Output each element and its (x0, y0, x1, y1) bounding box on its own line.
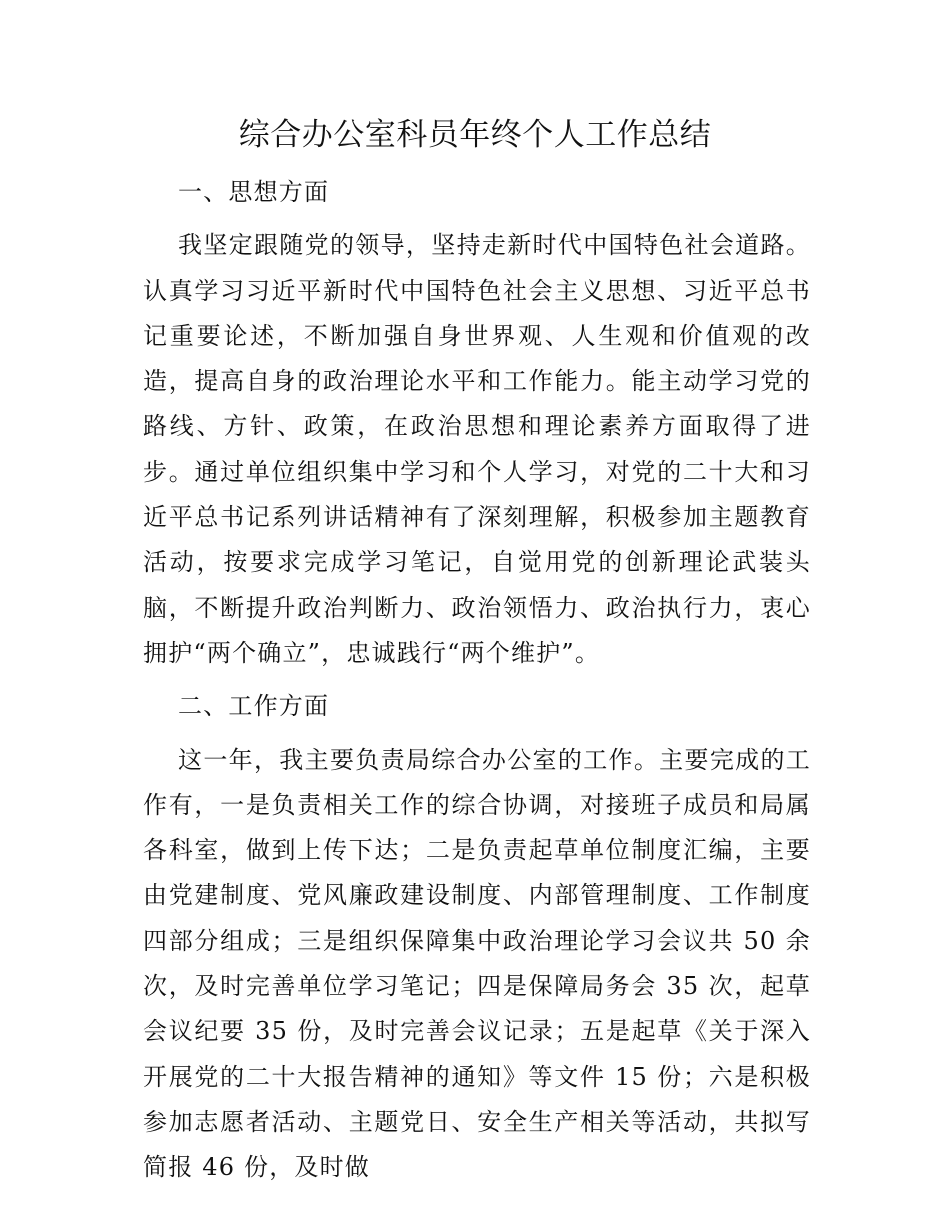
section-paragraph-work: 这一年，我主要负责局综合办公室的工作。主要完成的工作有，一是负责相关工作的综合协调，对接班子成员和局属各科室，做到上传下达；二是负责起草单位制度汇编，主要由党建制度、党风廉政建设制度、内部管理制度、工作制度四部分组成；三是组织保障集中政治理论学习会议共 50 余次，及时完善单位学习笔记；四是保障局务会 35 次，起草会议纪要 35 份，及时完善会议记录；五是起草《关于深入开展党的二十大报告精神的通知》等文件 15 份；六是积极参加志愿者活动、主题党日、安全生产相关等活动，共拟写简报 46 份，及时做 (143, 745, 811, 1182)
document-title: 综合办公室科员年终个人工作总结 (238, 117, 712, 153)
document-body (143, 170, 811, 1199)
section-heading-work: 二、工作方面 (178, 692, 330, 721)
section-paragraph-thought: 我坚定跟随党的领导，坚持走新时代中国特色社会道路。认真学习习近平新时代中国特色社会主义思想、习近平总书记重要论述，不断加强自身世界观、人生观和价值观的改造，提高自身的政治理论水平和工作能力。能主动学习党的路线、方针、政策，在政治思想和理论素养方面取得了进步。通过单位组织集中学习和个人学习，对党的二十大和习近平总书记系列讲话精神有了深刻理解，积极参加主题教育活动，按要求完成学习笔记，自觉用党的创新理论武装头脑，不断提升政治判断力、政治领悟力、政治执行力，衷心拥护“两个确立”，忠诚践行“两个维护”。 (143, 231, 811, 667)
section-heading-thought: 一、思想方面 (178, 178, 330, 206)
